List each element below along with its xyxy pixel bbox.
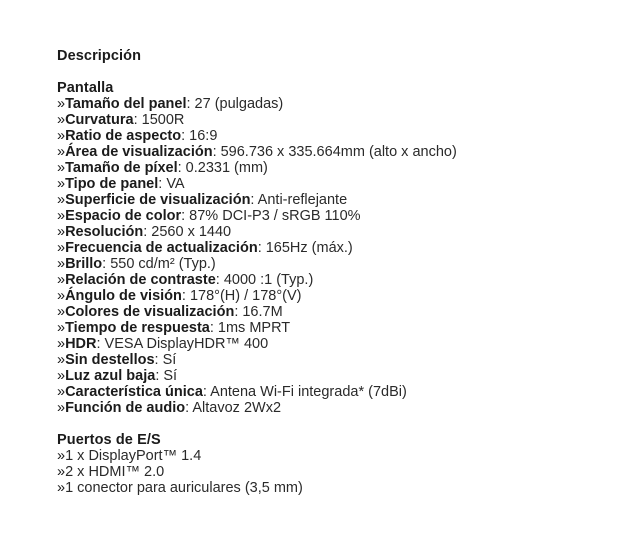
spec-label: HDR xyxy=(65,336,97,352)
spec-value: : Antena Wi-Fi integrada* (7dBi) xyxy=(202,384,407,400)
port-text: 1 conector para auriculares (3,5 mm) xyxy=(65,480,303,496)
spec-row xyxy=(57,240,617,256)
ports-heading: Puertos de E/S xyxy=(57,432,161,448)
display-heading: Pantalla xyxy=(57,80,114,96)
spec-row xyxy=(57,352,617,368)
bullet-glyph: » xyxy=(57,176,66,192)
spec-label: Tamaño del panel xyxy=(65,96,187,112)
spec-row xyxy=(57,208,617,224)
spec-value: : Sí xyxy=(154,352,177,368)
spec-value: : 550 cd/m² (Typ.) xyxy=(102,256,216,272)
spec-value: : 4000 :1 (Typ.) xyxy=(215,272,314,288)
bullet-glyph: » xyxy=(57,368,66,384)
spec-value: : 165Hz (máx.) xyxy=(257,240,353,256)
spec-label: Colores de visualización xyxy=(65,304,235,320)
spec-row xyxy=(57,96,617,112)
port-row xyxy=(57,480,617,496)
bullet-glyph: » xyxy=(57,304,66,320)
display-section xyxy=(57,80,617,416)
bullet-glyph: » xyxy=(57,128,66,144)
spec-label: Resolución xyxy=(65,224,144,240)
spec-label: Relación de contraste xyxy=(65,272,216,288)
spec-label: Tipo de panel xyxy=(65,176,159,192)
spec-row xyxy=(57,304,617,320)
spec-value: : 1500R xyxy=(133,112,185,128)
spec-row xyxy=(57,176,617,192)
bullet-glyph: » xyxy=(57,352,66,368)
spec-value: : 1ms MPRT xyxy=(209,320,291,336)
spec-value: : 27 (pulgadas) xyxy=(186,96,284,112)
spec-value: : 16:9 xyxy=(181,128,218,144)
spec-value: : 178°(H) / 178°(V) xyxy=(181,288,302,304)
spec-row xyxy=(57,224,617,240)
spec-value: : VA xyxy=(158,176,185,192)
spec-label: Ratio de aspecto xyxy=(65,128,182,144)
spec-row xyxy=(57,336,617,352)
port-row xyxy=(57,464,617,480)
bullet-glyph: » xyxy=(57,192,66,208)
spec-label: Espacio de color xyxy=(65,208,182,224)
bullet-glyph: » xyxy=(57,144,66,160)
spec-row xyxy=(57,256,617,272)
bullet-glyph: » xyxy=(57,288,66,304)
spec-row xyxy=(57,160,617,176)
spec-label: Función de audio xyxy=(65,400,186,416)
bullet-glyph: » xyxy=(57,208,66,224)
port-text: 1 x DisplayPort™ 1.4 xyxy=(65,448,202,464)
ports-list xyxy=(57,448,617,496)
spec-value: : Sí xyxy=(155,368,178,384)
bullet-glyph: » xyxy=(57,320,66,336)
bullet-glyph: » xyxy=(57,384,66,400)
spec-value: : Altavoz 2Wx2 xyxy=(185,400,282,416)
bullet-glyph: » xyxy=(57,448,66,464)
spec-row xyxy=(57,320,617,336)
document-title: Descripción xyxy=(57,48,142,64)
bullet-glyph: » xyxy=(57,272,66,288)
spec-label: Sin destellos xyxy=(65,352,155,368)
spec-label: Brillo xyxy=(65,256,103,272)
spec-label: Curvatura xyxy=(65,112,134,128)
spec-row xyxy=(57,128,617,144)
bullet-glyph: » xyxy=(57,240,66,256)
spec-row xyxy=(57,384,617,400)
spec-label: Luz azul baja xyxy=(65,368,156,384)
spec-label: Tamaño de píxel xyxy=(65,160,178,176)
spec-row xyxy=(57,368,617,384)
spec-value: : 87% DCI-P3 / sRGB 110% xyxy=(181,208,361,224)
port-text: 2 x HDMI™ 2.0 xyxy=(65,464,165,480)
ports-section xyxy=(57,432,617,496)
bullet-glyph: » xyxy=(57,464,66,480)
display-spec-list xyxy=(57,96,617,416)
spec-value: : 16.7M xyxy=(234,304,283,320)
spec-label: Tiempo de respuesta xyxy=(65,320,210,336)
spec-row xyxy=(57,192,617,208)
spec-row xyxy=(57,144,617,160)
bullet-glyph: » xyxy=(57,256,66,272)
bullet-glyph: » xyxy=(57,400,66,416)
spec-value: : Anti-reflejante xyxy=(250,192,348,208)
spec-label: Característica única xyxy=(65,384,203,400)
bullet-glyph: » xyxy=(57,112,66,128)
spec-row xyxy=(57,272,617,288)
bullet-glyph: » xyxy=(57,480,66,496)
bullet-glyph: » xyxy=(57,96,66,112)
bullet-glyph: » xyxy=(57,160,66,176)
spec-row xyxy=(57,288,617,304)
spec-value: : VESA DisplayHDR™ 400 xyxy=(96,336,269,352)
spec-row xyxy=(57,400,617,416)
port-row xyxy=(57,448,617,464)
spec-value: : 2560 x 1440 xyxy=(143,224,232,240)
spec-label: Frecuencia de actualización xyxy=(65,240,258,256)
bullet-glyph: » xyxy=(57,336,66,352)
bullet-glyph: » xyxy=(57,224,66,240)
spec-label: Ángulo de visión xyxy=(65,288,182,304)
spec-row xyxy=(57,112,617,128)
spec-label: Área de visualización xyxy=(65,144,213,160)
spec-value: : 0.2331 (mm) xyxy=(177,160,268,176)
spec-document xyxy=(57,48,617,512)
spec-value: : 596.736 x 335.664mm (alto x ancho) xyxy=(212,144,457,160)
spec-label: Superficie de visualización xyxy=(65,192,251,208)
